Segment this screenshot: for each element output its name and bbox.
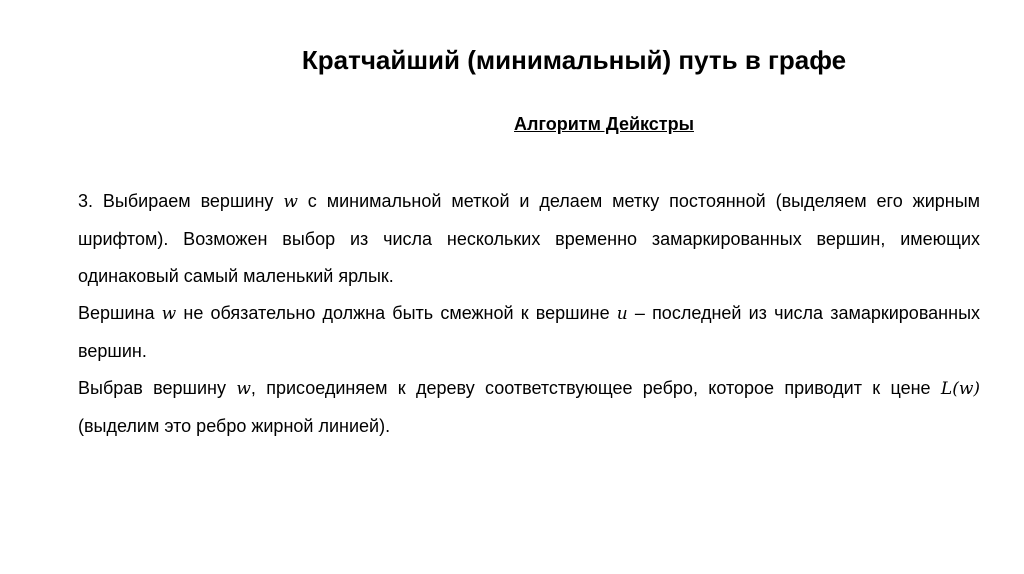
title-container [78,43,986,77]
subtitle-container [78,113,986,135]
paragraph-text: , присоединяем к дереву соответствующее ребро, которое приводит к цене [250,378,941,398]
paragraph-text: Вершина [78,303,162,323]
variable-u: u [616,304,628,324]
slide-title: Кратчайший (минимальный) путь в графе [301,45,847,75]
paragraph-text: (выделим это ребро жирной линией). [78,416,391,436]
paragraph-text: Выбрав вершину [78,378,237,398]
variable-w: w [161,304,177,324]
body-text [78,183,980,445]
slide-subtitle: Алгоритм Дейкстры [514,114,694,134]
variable-w: w [283,192,298,212]
paragraph-step-3 [78,183,980,295]
paragraph-text: не обязательно должна быть смежной к вершине [176,303,617,323]
paragraph-text: 3. Выбираем вершину [78,191,284,211]
paragraph-edge-selection [78,370,980,445]
variable-w: w [236,379,251,399]
variable-L-w: L(w) [940,379,981,399]
paragraph-adjacency-note [78,295,980,370]
paragraph-text: – последней из числа замаркированных вершин. [78,303,981,361]
paragraph-text: с минимальной меткой и делаем метку постоянной (выделяем его жирным шрифтом). Возможен выбор из числа нескольких временно замаркированных вершин, имеющих одинаковый самый маленький ярлык. [78,191,981,286]
